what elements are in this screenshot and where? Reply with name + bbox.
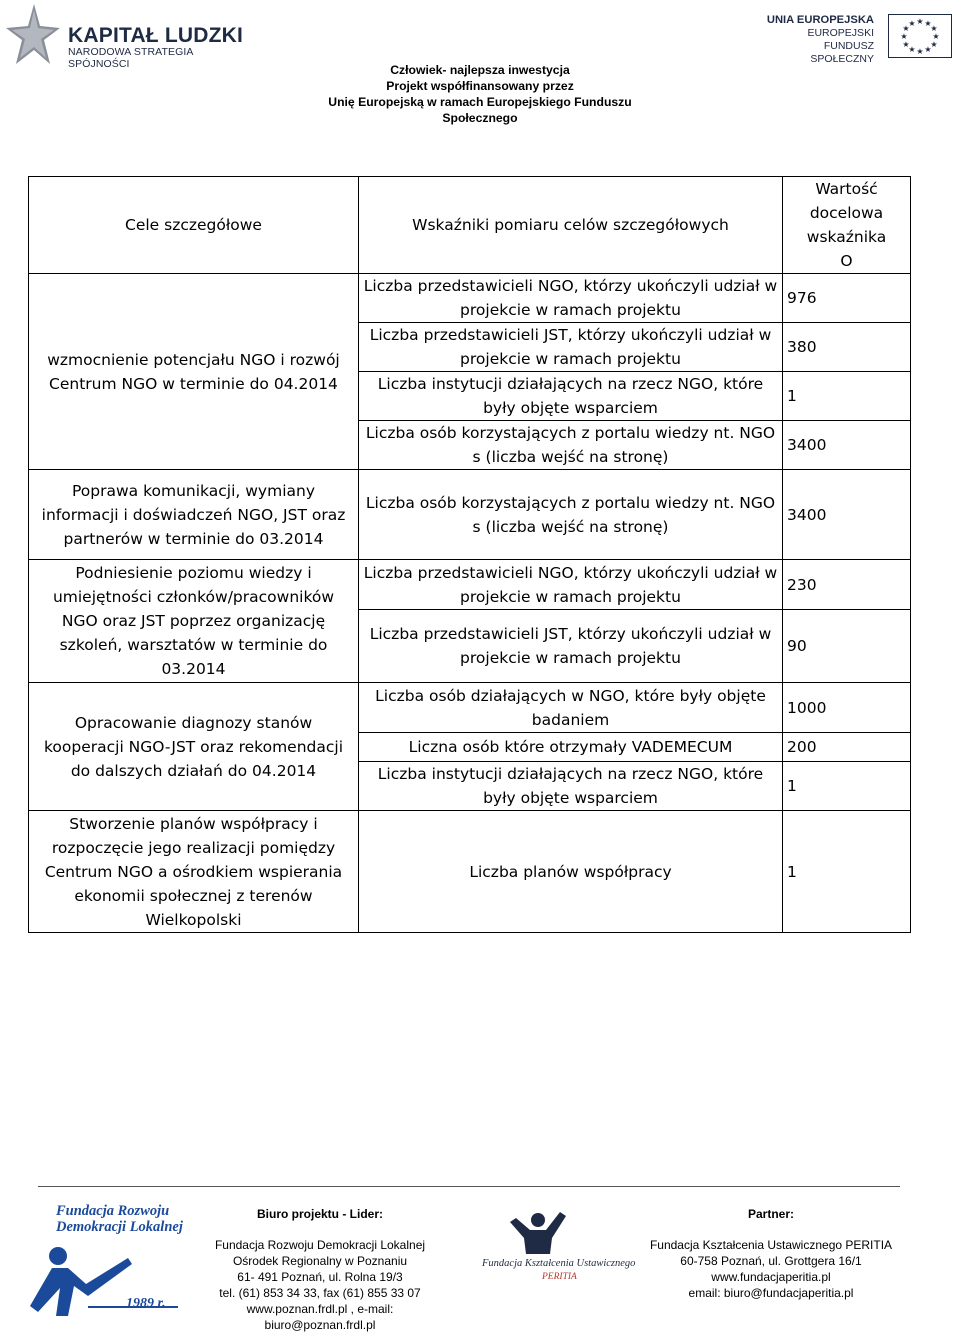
indicators-table [28, 176, 911, 933]
table-row [29, 811, 911, 933]
indicator-cell: Liczba instytucji działających na rzecz NGO, które były objęte wsparciem [359, 762, 783, 811]
lider-line-4: tel. (61) 853 34 33, fax (61) 855 33 07 [219, 1286, 421, 1300]
header-target-value [783, 177, 911, 274]
partner-line-1: Fundacja Kształcenia Ustawicznego PERITIA [649, 1238, 893, 1252]
frdl-name-line-2: Demokracji Lokalnej [56, 1219, 183, 1235]
table-row [29, 683, 911, 733]
partner-line-2: 60-758 Poznań, ul. Grottgera 16/1 [680, 1254, 862, 1268]
value-cell: 90 [783, 610, 911, 683]
lider-line-2: Ośrodek Regionalny w Poznaniu [232, 1254, 408, 1268]
svg-text:★: ★ [902, 24, 910, 33]
goal-cell-2: Poprawa komunikacji, wymiany informacji i doświadczeń NGO, JST oraz partnerów w terminie do 03.2014 [29, 470, 359, 560]
table-row [29, 470, 911, 560]
footer-divider [38, 1186, 900, 1187]
value-cell: 976 [783, 274, 911, 323]
svg-text:★: ★ [908, 19, 916, 28]
value-cell: 200 [783, 733, 911, 762]
value-cell: 1 [783, 811, 911, 933]
goal-cell-1: wzmocnienie potencjału NGO i rozwój Centrum NGO w terminie do 04.2014 [29, 274, 359, 470]
lider-contact [190, 1206, 450, 1333]
lider-line-3: 61- 491 Poznań, ul. Rolna 19/3 [237, 1270, 403, 1284]
goal-cell-5: Stworzenie planów współpracy i rozpoczęcie jego realizacji pomiędzy Centrum NGO a ośrodkiem wspierania ekonomii społecznej z terenów Wielkopolski [29, 811, 359, 933]
svg-text:★: ★ [932, 32, 940, 41]
svg-text:★: ★ [908, 45, 916, 54]
header-target-line-1: Wartość [815, 180, 878, 198]
value-cell: 380 [783, 323, 911, 372]
header-goals: Cele szczegółowe [29, 177, 359, 274]
svg-text:★: ★ [900, 32, 908, 41]
svg-text:★: ★ [924, 19, 932, 28]
kapital-ludzki-title: KAPITAŁ LUDZKI [68, 24, 244, 47]
frdl-year: 1989 r. [126, 1296, 166, 1311]
kapital-ludzki-logo [4, 2, 244, 72]
svg-text:★: ★ [924, 45, 932, 54]
table-row [29, 274, 911, 323]
peritia-logo-subtext: PERITIA [542, 1272, 577, 1282]
header-target-line-2: docelowa [809, 204, 884, 222]
kapital-ludzki-subtitle: NARODOWA STRATEGIA SPÓJNOŚCI [68, 46, 193, 70]
svg-text:★: ★ [916, 47, 924, 56]
indicator-cell: Liczba przedstawicieli JST, którzy ukończyli udział w projekcie w ramach projektu [359, 610, 783, 683]
table-row [29, 560, 911, 610]
cofinancing-line-3: Unię Europejską w ramach Europejskiego Funduszu Społecznego [328, 95, 632, 125]
cofinancing-note [300, 62, 660, 126]
header-target-extra: O [840, 252, 853, 270]
frdl-logo-text [56, 1203, 183, 1235]
lider-line-5: www.poznan.frdl.pl , e-mail: biuro@poznan.frdl.pl [246, 1302, 394, 1332]
eu-logo-text [762, 14, 874, 66]
indicator-cell: Liczba osób korzystających z portalu wiedzy nt. NGO s (liczba wejść na stronę) [359, 470, 783, 560]
table-header-row [29, 177, 911, 274]
header-target-line-3: wskaźnika [806, 228, 887, 246]
indicator-cell: Liczba przedstawicieli NGO, którzy ukończyli udział w projekcie w ramach projektu [359, 560, 783, 610]
svg-text:★: ★ [930, 24, 938, 33]
eu-flag-icon [888, 14, 952, 58]
cofinancing-line-1: Człowiek- najlepsza inwestycja [390, 63, 570, 77]
value-cell: 230 [783, 560, 911, 610]
lider-line-1: Fundacja Rozwoju Demokracji Lokalnej [214, 1238, 426, 1252]
lider-label: Biuro projektu - Lider: [257, 1207, 383, 1221]
header-indicators: Wskaźniki pomiaru celów szczegółowych [359, 177, 783, 274]
goal-cell-3: Podniesienie poziomu wiedzy i umiejętności członków/pracowników NGO oraz JST poprzez organizację szkoleń, warsztatów w terminie do 03.2014 [29, 560, 359, 683]
value-cell: 1000 [783, 683, 911, 733]
svg-text:★: ★ [916, 17, 924, 26]
frdl-name-line-1: Fundacja Rozwoju [56, 1203, 170, 1219]
partner-label: Partner: [747, 1207, 794, 1221]
value-cell: 3400 [783, 421, 911, 470]
value-cell: 3400 [783, 470, 911, 560]
value-cell: 1 [783, 762, 911, 811]
partner-contact [640, 1206, 902, 1301]
indicator-cell: Liczna osób które otrzymały VADEMECUM [359, 733, 783, 762]
eu-line-2: EUROPEJSKI [807, 27, 874, 39]
value-cell: 1 [783, 372, 911, 421]
goal-cell-4: Opracowanie diagnozy stanów kooperacji NGO-JST oraz rekomendacji do dalszych działań do 04.2014 [29, 683, 359, 811]
peritia-logo-text: Fundacja Kształcenia Ustawicznego [482, 1258, 636, 1269]
svg-text:★: ★ [902, 40, 910, 49]
indicator-cell: Liczba instytucji działających na rzecz NGO, które były objęte wsparciem [359, 372, 783, 421]
kapital-ludzki-star-icon [4, 2, 62, 70]
partner-line-3: www.fundacjaperitia.pl [711, 1270, 831, 1284]
indicator-cell: Liczba przedstawicieli NGO, którzy ukończyli udział w projekcie w ramach projektu [359, 274, 783, 323]
partner-line-4: email: biuro@fundacjaperitia.pl [688, 1286, 854, 1300]
eu-line-1: UNIA EUROPEJSKA [766, 14, 874, 26]
cofinancing-line-2: Projekt współfinansowany przez [386, 79, 574, 93]
eu-line-3: FUNDUSZ SPOŁECZNY [810, 40, 874, 65]
indicator-cell: Liczba osób działających w NGO, które były objęte badaniem [359, 683, 783, 733]
eu-logo [762, 14, 958, 64]
svg-text:★: ★ [930, 40, 938, 49]
indicator-cell: Liczba osób korzystających z portalu wiedzy nt. NGO s (liczba wejść na stronę) [359, 421, 783, 470]
indicator-cell: Liczba planów współpracy [359, 811, 783, 933]
indicator-cell: Liczba przedstawicieli JST, którzy ukończyli udział w projekcie w ramach projektu [359, 323, 783, 372]
